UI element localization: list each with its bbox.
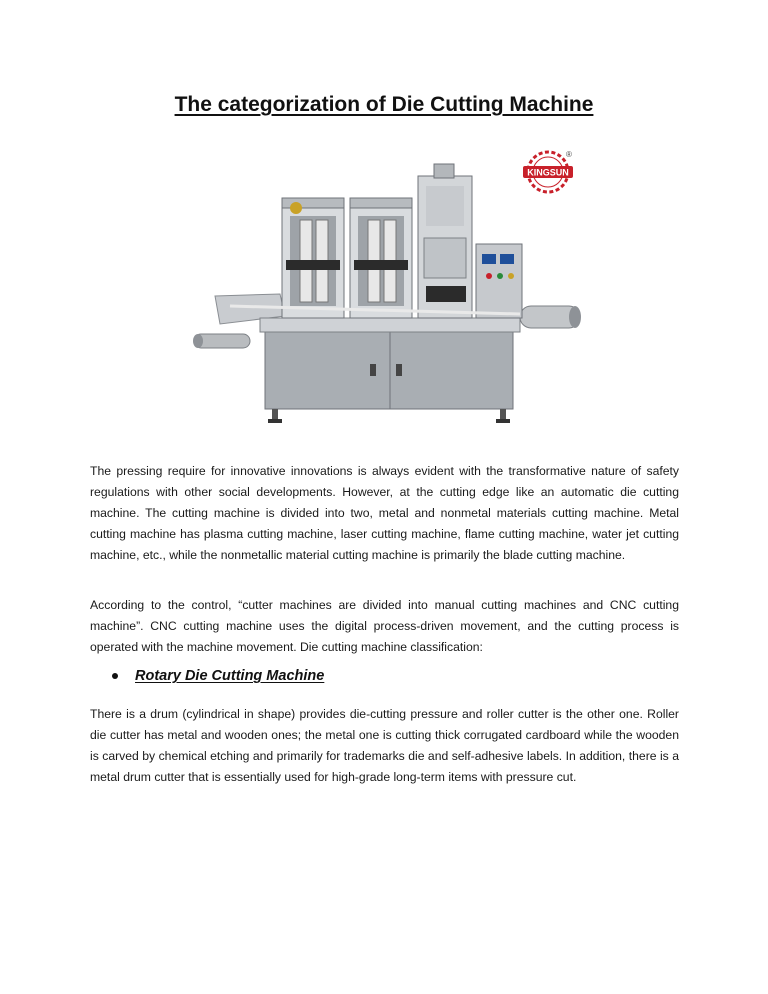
paragraph-control: According to the control, “cutter machines are divided into manual cutting machines and CNC cutting machine”. CNC cutting machine uses the digital process-driven movement, and the cutting process is operated with the machine movement. Die cutting machine classification:	[90, 598, 679, 654]
bullet-icon	[112, 673, 118, 679]
registered-mark: ®	[566, 150, 572, 159]
logo-brand-text: KINGSUN	[527, 167, 569, 178]
right-roll	[520, 306, 581, 328]
control-panel	[476, 244, 522, 318]
die-station-1	[282, 198, 344, 318]
page-title: The categorization of Die Cutting Machine	[174, 93, 594, 116]
section-heading: Rotary Die Cutting Machine	[135, 668, 325, 684]
die-cutting-machine-image	[190, 146, 590, 426]
section-bullet	[112, 668, 324, 684]
die-station-2	[350, 198, 412, 318]
paragraph-rotary: There is a drum (cylindrical in shape) provides die-cutting pressure and roller cutter is the other one. Roller die cutter has metal and wooden ones; the metal one is cutting thick corrugated cardboard while the wooden is carved by chemical etching and primarily for trademarks die and self-adhesive labels. In addition, there is a metal drum cutter that is essentially used for high-grade long-term items with pressure cut.	[90, 707, 679, 784]
left-roll	[193, 334, 250, 348]
die-station-3	[418, 164, 472, 318]
paragraph-intro: The pressing require for innovative innovations is always evident with the transformative nature of safety regulations with other social developments. However, at the cutting edge like an automatic die cutting machine. The cutting machine is divided into two, metal and nonmetal materials cutting machine. Metal cutting machine has plasma cutting machine, laser cutting machine, flame cutting machine, water jet cutting machine, etc., while the nonmetallic material cutting machine is primarily the blade cutting machine.	[90, 464, 679, 562]
